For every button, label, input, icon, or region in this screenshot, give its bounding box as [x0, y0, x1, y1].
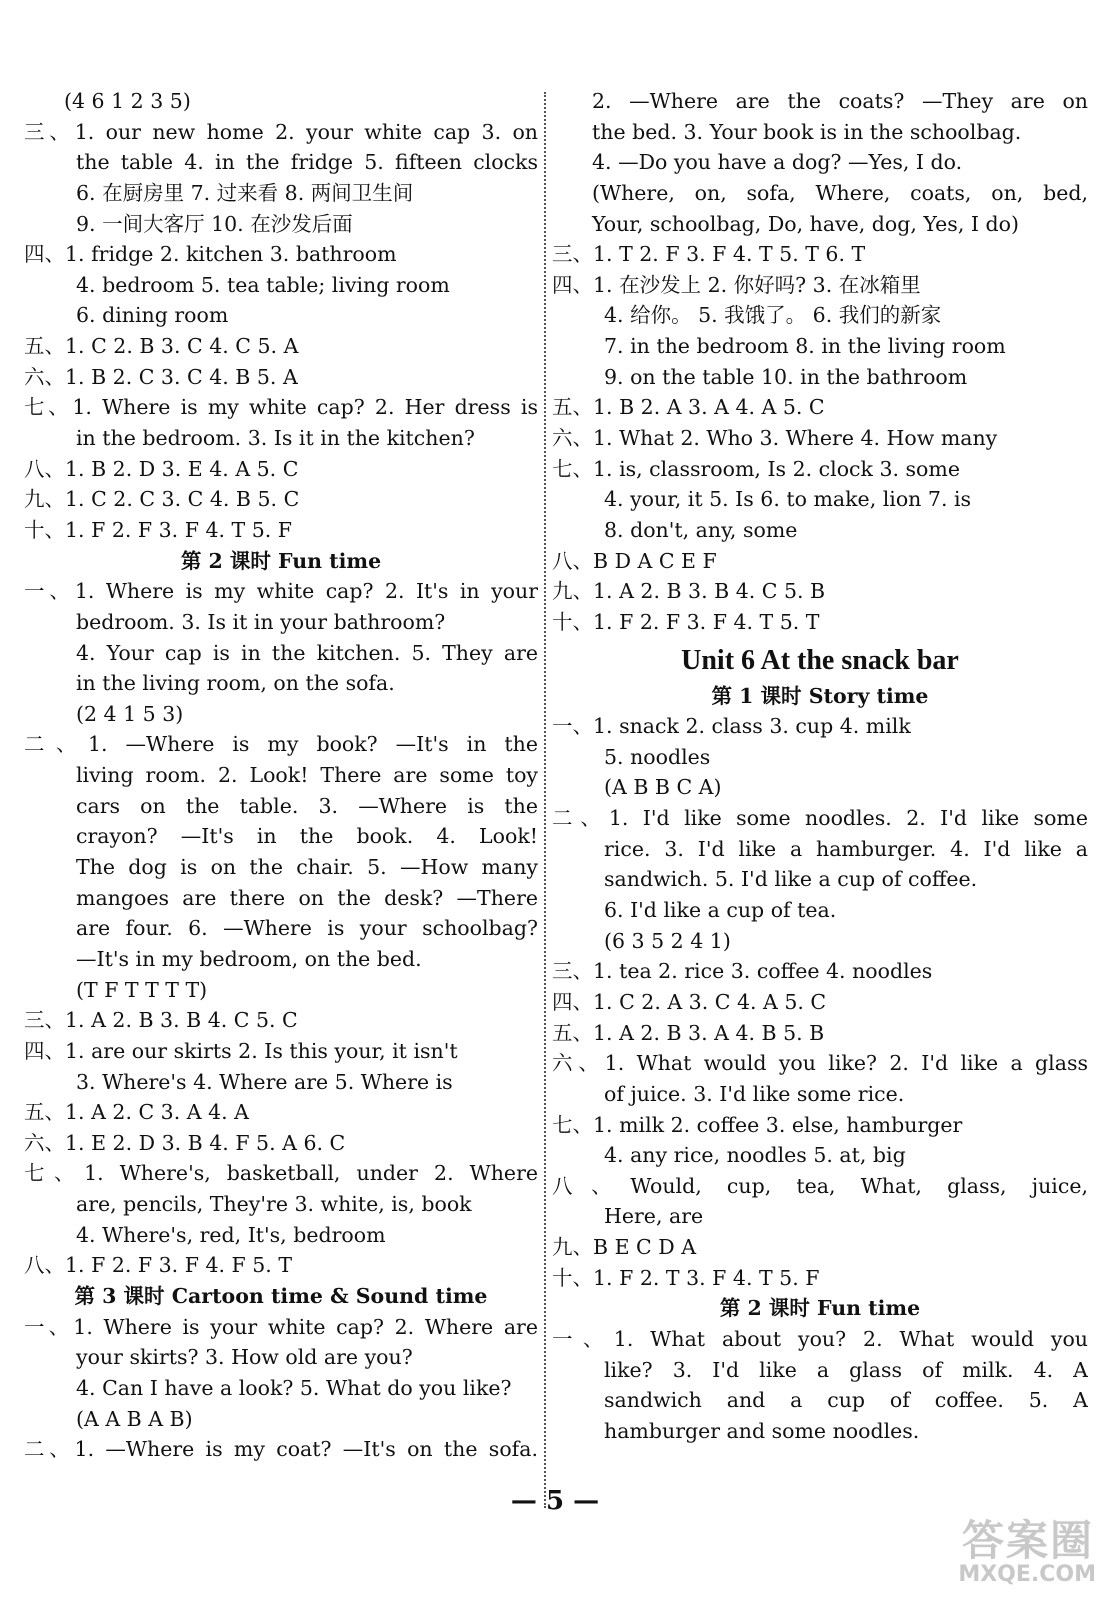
answer-line: 四、1. C 2. A 3. C 4. A 5. C — [552, 989, 827, 1014]
answer-line: 九、1. C 2. C 3. C 4. B 5. C — [24, 487, 300, 512]
answer-line: 4. bedroom 5. tea table; living room — [76, 272, 450, 297]
answer-line: (T F T T T T) — [76, 977, 208, 1002]
answer-line: of juice. 3. I'd like some rice. — [604, 1081, 905, 1106]
answer-line: like? 3. I'd like a glass of milk. 4. A — [604, 1357, 1088, 1382]
answer-line: 十、1. F 2. F 3. F 4. T 5. T — [552, 609, 820, 634]
answer-line: 六、1. E 2. D 3. B 4. F 5. A 6. C — [24, 1130, 346, 1155]
answer-line: 4. Can I have a look? 5. What do you like? — [76, 1375, 512, 1400]
answer-line: 8. don't, any, some — [604, 517, 798, 542]
answer-line: 五、1. A 2. C 3. A 4. A — [24, 1100, 249, 1125]
left-column — [24, 86, 538, 1465]
answer-line: 七、1. is, classroom, Is 2. clock 3. some — [552, 456, 960, 481]
answer-line: living room. 2. Look! There are some toy — [76, 763, 538, 788]
answer-line: (4 6 1 2 3 5) — [64, 89, 191, 113]
answer-line: in the living room, on the sofa. — [76, 671, 395, 696]
answer-line: 二、1. I'd like some noodles. 2. I'd like some — [552, 806, 1088, 831]
answer-line: 4. 给你。 5. 我饿了。 6. 我们的新家 — [604, 303, 942, 328]
answer-line: (A B B C A) — [604, 775, 722, 800]
answer-line: —It's in my bedroom, on the bed. — [76, 946, 422, 971]
answer-line: (A A B A B) — [76, 1406, 193, 1431]
answer-line: 七、1. Where's, basketball, under 2. Where — [24, 1161, 538, 1186]
answer-line: mangoes are there on the desk? —There — [76, 885, 538, 910]
answer-line: 6. 在厨房里 7. 过来看 8. 两间卫生间 — [76, 180, 414, 205]
answer-line: 七、1. milk 2. coffee 3. else, hamburger — [552, 1112, 963, 1137]
answer-line: 四、1. fridge 2. kitchen 3. bathroom — [24, 242, 397, 267]
answer-line: sandwich and a cup of coffee. 5. A — [604, 1388, 1088, 1413]
answer-line: your skirts? 3. How old are you? — [76, 1345, 413, 1370]
answer-line: (2 4 1 5 3) — [76, 701, 184, 726]
lesson-heading: 第 3 课时 Cartoon time & Sound time — [74, 1283, 488, 1308]
answer-line: hamburger and some noodles. — [604, 1418, 920, 1443]
answer-line: 三、1. A 2. B 3. B 4. C 5. C — [24, 1008, 298, 1033]
answer-line: The dog is on the chair. 5. —How many — [76, 855, 538, 880]
answer-line: 3. Where's 4. Where are 5. Where is — [76, 1069, 453, 1094]
answer-line: (Where, on, sofa, Where, coats, on, bed, — [592, 180, 1088, 205]
answer-line: 一、1. Where is my white cap? 2. It's in your — [24, 579, 538, 604]
lesson-heading: 第 2 课时 Fun time — [180, 548, 382, 573]
answer-line: 二、1. —Where is my coat? —It's on the sofa. — [24, 1437, 538, 1462]
answer-line: 4. any rice, noodles 5. at, big — [604, 1143, 906, 1168]
answer-line: bedroom. 3. Is it in your bathroom? — [76, 609, 446, 634]
lesson-heading: 第 1 课时 Story time — [711, 683, 929, 708]
answer-line: 九、1. A 2. B 3. B 4. C 5. B — [552, 579, 826, 604]
answer-line: rice. 3. I'd like a hamburger. 4. I'd like a — [604, 836, 1088, 861]
answer-line: in the bedroom. 3. Is it in the kitchen? — [76, 426, 475, 451]
unit-title: Unit 6 At the snack bar — [681, 644, 959, 676]
answer-line: 六、1. What 2. Who 3. Where 4. How many — [552, 426, 998, 451]
answer-line: 六、1. What would you like? 2. I'd like a glass — [552, 1051, 1088, 1076]
answer-line: 三、1. tea 2. rice 3. coffee 4. noodles — [552, 959, 933, 984]
answer-line: (6 3 5 2 4 1) — [604, 928, 731, 953]
answer-line: 2. —Where are the coats? —They are on — [592, 89, 1088, 113]
answer-line: are four. 6. —Where is your schoolbag? — [76, 916, 538, 941]
page-number: — 5 — — [510, 1486, 600, 1516]
column-divider — [544, 92, 546, 1508]
lesson-heading: 第 2 课时 Fun time — [719, 1296, 921, 1321]
answer-line: sandwich. 5. I'd like a cup of coffee. — [604, 867, 978, 892]
answer-line: crayon? —It's in the book. 4. Look! — [76, 824, 538, 849]
answer-line: 四、1. 在沙发上 2. 你好吗? 3. 在冰箱里 — [552, 272, 921, 297]
answer-line: 八、B D A C E F — [552, 548, 717, 573]
answer-line: 一、1. snack 2. class 3. cup 4. milk — [552, 714, 911, 739]
answer-line: 六、1. B 2. C 3. C 4. B 5. A — [24, 364, 298, 389]
answer-line: the table 4. in the fridge 5. fifteen clocks — [76, 150, 538, 175]
answer-line: Here, are — [604, 1204, 704, 1229]
answer-line: Your, schoolbag, Do, have, dog, Yes, I do) — [592, 211, 1019, 236]
answer-line: 三、1. our new home 2. your white cap 3. on — [24, 119, 538, 144]
answer-line: 4. your, it 5. Is 6. to make, lion 7. is — [604, 487, 972, 512]
answer-line: 9. on the table 10. in the bathroom — [604, 364, 968, 389]
watermark-url: MXQE.COM — [958, 1562, 1096, 1587]
answer-line: 八、1. F 2. F 3. F 4. F 5. T — [24, 1253, 293, 1278]
answer-line: 五、1. B 2. A 3. A 4. A 5. C — [552, 395, 825, 420]
answer-line: 五、1. C 2. B 3. C 4. C 5. A — [24, 334, 299, 359]
answer-line: 4. Your cap is in the kitchen. 5. They are — [76, 640, 538, 665]
answer-line: 四、1. are our skirts 2. Is this your, it isn't — [24, 1038, 458, 1063]
answer-line: 二、1. —Where is my book? —It's in the — [24, 732, 538, 757]
answer-line: 一、1. What about you? 2. What would you — [552, 1326, 1088, 1351]
answer-line: 9. 一间大客厅 10. 在沙发后面 — [76, 211, 353, 236]
answer-line: cars on the table. 3. —Where is the — [76, 793, 538, 818]
watermark-logo-text: 答案圈 — [961, 1516, 1094, 1565]
answer-line: 十、1. F 2. T 3. F 4. T 5. F — [552, 1265, 820, 1290]
answer-line: 5. noodles — [604, 744, 711, 769]
answer-line: 三、1. T 2. F 3. F 4. T 5. T 6. T — [552, 242, 866, 267]
answer-line: 七、1. Where is my white cap? 2. Her dress is — [24, 395, 538, 420]
answer-line: 十、1. F 2. F 3. F 4. T 5. F — [24, 517, 293, 542]
answer-line: the bed. 3. Your book is in the schoolbag. — [592, 119, 1022, 144]
answer-line: 八、Would, cup, tea, What, glass, juice, — [552, 1173, 1088, 1198]
answer-line: 4. Where's, red, It's, bedroom — [76, 1222, 386, 1247]
watermark-logo — [920, 1508, 1100, 1594]
answer-line: 7. in the bedroom 8. in the living room — [604, 334, 1006, 359]
answer-line: 4. —Do you have a dog? —Yes, I do. — [592, 150, 963, 175]
answer-line: 6. dining room — [76, 303, 229, 328]
answer-line: 6. I'd like a cup of tea. — [604, 898, 837, 923]
answer-line: 五、1. A 2. B 3. A 4. B 5. B — [552, 1020, 825, 1045]
answer-line: 一、1. Where is your white cap? 2. Where are — [24, 1314, 538, 1339]
right-column — [552, 86, 1088, 1447]
answer-line: are, pencils, They're 3. white, is, book — [76, 1192, 472, 1217]
answer-line: 九、B E C D A — [552, 1235, 697, 1260]
answer-line: 八、1. B 2. D 3. E 4. A 5. C — [24, 456, 299, 481]
